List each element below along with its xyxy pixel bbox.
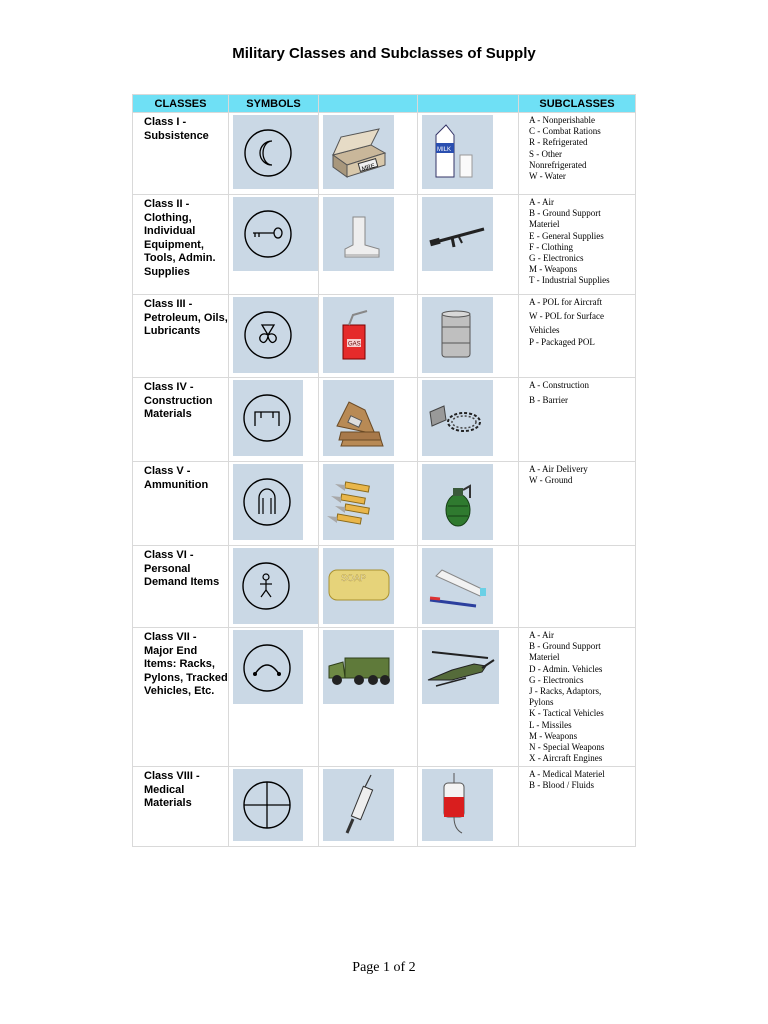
page-title: Military Classes and Subclasses of Supply <box>232 45 536 62</box>
subclass-list: A - Construction B - Barrier <box>519 378 636 462</box>
header-classes: CLASSES <box>133 95 229 113</box>
page-number: Page 1 of 2 <box>352 960 416 975</box>
header-symbols: SYMBOLS <box>229 95 319 113</box>
table-row <box>133 546 636 628</box>
rifle-icon <box>422 197 493 271</box>
header-blank-2 <box>418 95 519 113</box>
boot-icon <box>323 197 394 271</box>
table-row <box>133 767 636 847</box>
cartridges-icon <box>323 464 394 540</box>
header-row <box>133 95 636 113</box>
table-row <box>133 378 636 462</box>
class-name: Class IV - Construction Materials <box>133 378 229 462</box>
subclass-list: A - Air Delivery W - Ground <box>519 462 636 546</box>
barrier-icon <box>233 380 303 456</box>
toothbrush-icon <box>422 548 493 624</box>
header-subclasses: SUBCLASSES <box>519 95 636 113</box>
mre-box-icon <box>323 115 394 189</box>
table-row <box>133 628 636 767</box>
soap-bar-icon <box>323 548 394 624</box>
header-blank-1 <box>319 95 418 113</box>
table-row <box>133 462 636 546</box>
table-row <box>133 295 636 378</box>
subclass-list: A - Air B - Ground Support Materiel D - Admin. Vehicles G - Electronics J - Racks, Adaptors, Pylons K - Tactical Vehicles L - Missiles M - Weapons N - Special Weapons X - Aircraft Engines <box>519 628 636 767</box>
crescent-moon-icon <box>233 115 319 189</box>
milk-carton-icon <box>422 115 493 189</box>
crosshair-icon <box>233 769 303 841</box>
class-name: Class VI - Personal Demand Items <box>133 546 229 628</box>
key-icon <box>233 197 319 271</box>
blood-bag-icon <box>422 769 493 841</box>
person-icon <box>233 548 319 624</box>
fuel-funnel-icon <box>233 297 319 373</box>
mre-label: MRE <box>361 163 376 173</box>
subclass-list: A - POL for Aircraft W - POL for Surface Vehicles P - Packaged POL <box>519 295 636 378</box>
military-truck-icon <box>323 630 394 704</box>
bullet-icon <box>233 464 303 540</box>
concertina-wire-icon <box>422 380 493 456</box>
subclass-list: A - Nonperishable C - Combat Rations R - Refrigerated S - Other Nonrefrigerated W - Water <box>519 113 636 195</box>
arc-icon <box>233 630 303 704</box>
subclass-list: A - Medical Materiel B - Blood / Fluids <box>519 767 636 847</box>
class-name: Class II - Clothing, Individual Equipment, Tools, Admin. Supplies <box>133 195 229 295</box>
supply-table <box>132 94 636 847</box>
table-row <box>133 113 636 195</box>
class-name: Class VII - Major End Items: Racks, Pylons, Tracked Vehicles, Etc. <box>133 628 229 767</box>
grenade-icon <box>422 464 493 540</box>
helicopter-icon <box>422 630 499 704</box>
subclass-list <box>519 546 636 628</box>
subclass-list: A - Air B - Ground Support Materiel E - General Supplies F - Clothing G - Electronics M - Weapons T - Industrial Supplies <box>519 195 636 295</box>
class-name: Class III - Petroleum, Oils, Lubricants <box>133 295 229 378</box>
gas-label: GAS <box>348 341 361 348</box>
class-name: Class VIII - Medical Materials <box>133 767 229 847</box>
syringe-icon <box>323 769 394 841</box>
sandbags-icon <box>323 380 394 456</box>
oil-drum-icon <box>422 297 493 373</box>
table-row <box>133 195 636 295</box>
gas-can-icon <box>323 297 394 373</box>
class-name: Class I - Subsistence <box>133 113 229 195</box>
class-name: Class V - Ammunition <box>133 462 229 546</box>
soap-label: SOAP <box>341 573 367 583</box>
milk-label: MILK <box>437 147 452 153</box>
